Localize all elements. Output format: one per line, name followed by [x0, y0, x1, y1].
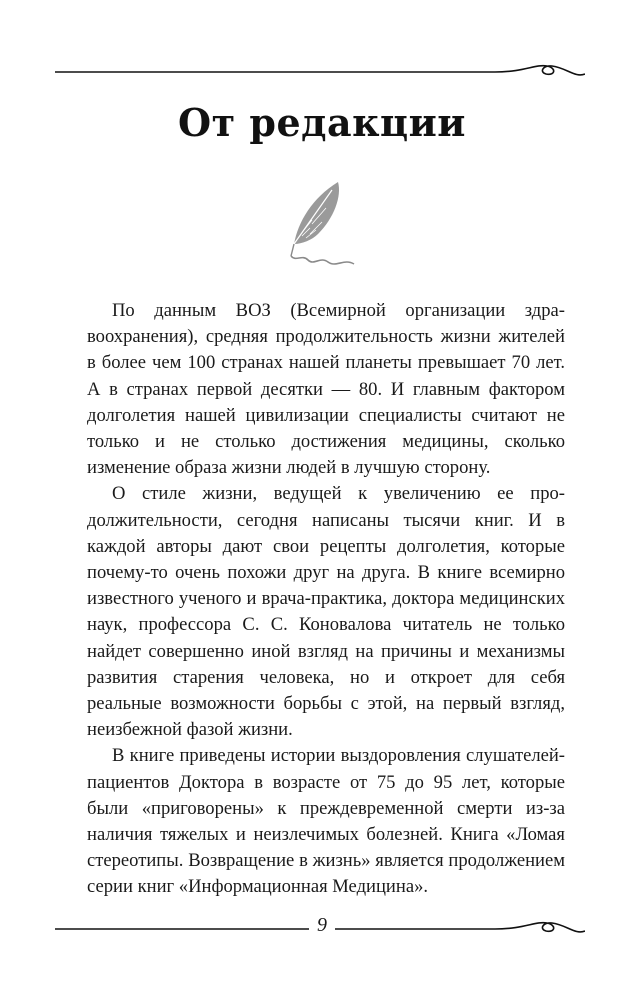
page-number-value: 9 — [309, 914, 335, 936]
body-text — [87, 298, 565, 901]
page-title: От редакции — [178, 100, 466, 145]
paragraph: В книге приведены истории выздоровления слушателей-пациентов Доктора в возрасте от 75 до 95 лет, которые были «приговорены» к преждевременной смерти из-за наличия тяжелых и неизлечимых болезней. Книга «Ломая стереотипы. Возвращение в жизнь» является продолжением серии книг «Информационная Медицина». — [87, 745, 565, 898]
paragraph: По данным ВОЗ (Всемирной организации здравоохранения), средняя продолжительность жизни жителей в более чем 100 странах нашей планеты превышает 70 лет. А в странах первой десятки — 80. И главным фактором долголетия нашей цивилизации специалисты считают не только и не столько достижения медицины, сколько изменение образа жизни людей в лучшую сторону. — [87, 300, 565, 479]
paragraph: О стиле жизни, ведущей к увеличению ее продолжительности, сегодня написаны тысячи книг. И в каждой авторы дают свои рецепты долголетия, которые почему-то очень похожи друг на друга. В книге всемирно известного ученого и врача-практика, доктора медицинских наук, профессора С. С. Коновалова читатель не только найдет совершенно иной взгляд на причины и механизмы развития старения человека, но и откроет для себя реальные возможности борьбы с этой, на первый взгляд, неизбежной фазой жизни. — [87, 483, 565, 741]
top-ornament-rule-icon — [55, 60, 585, 80]
quill-feather-icon — [282, 178, 360, 270]
bottom-ornament-rule-icon — [55, 917, 585, 937]
